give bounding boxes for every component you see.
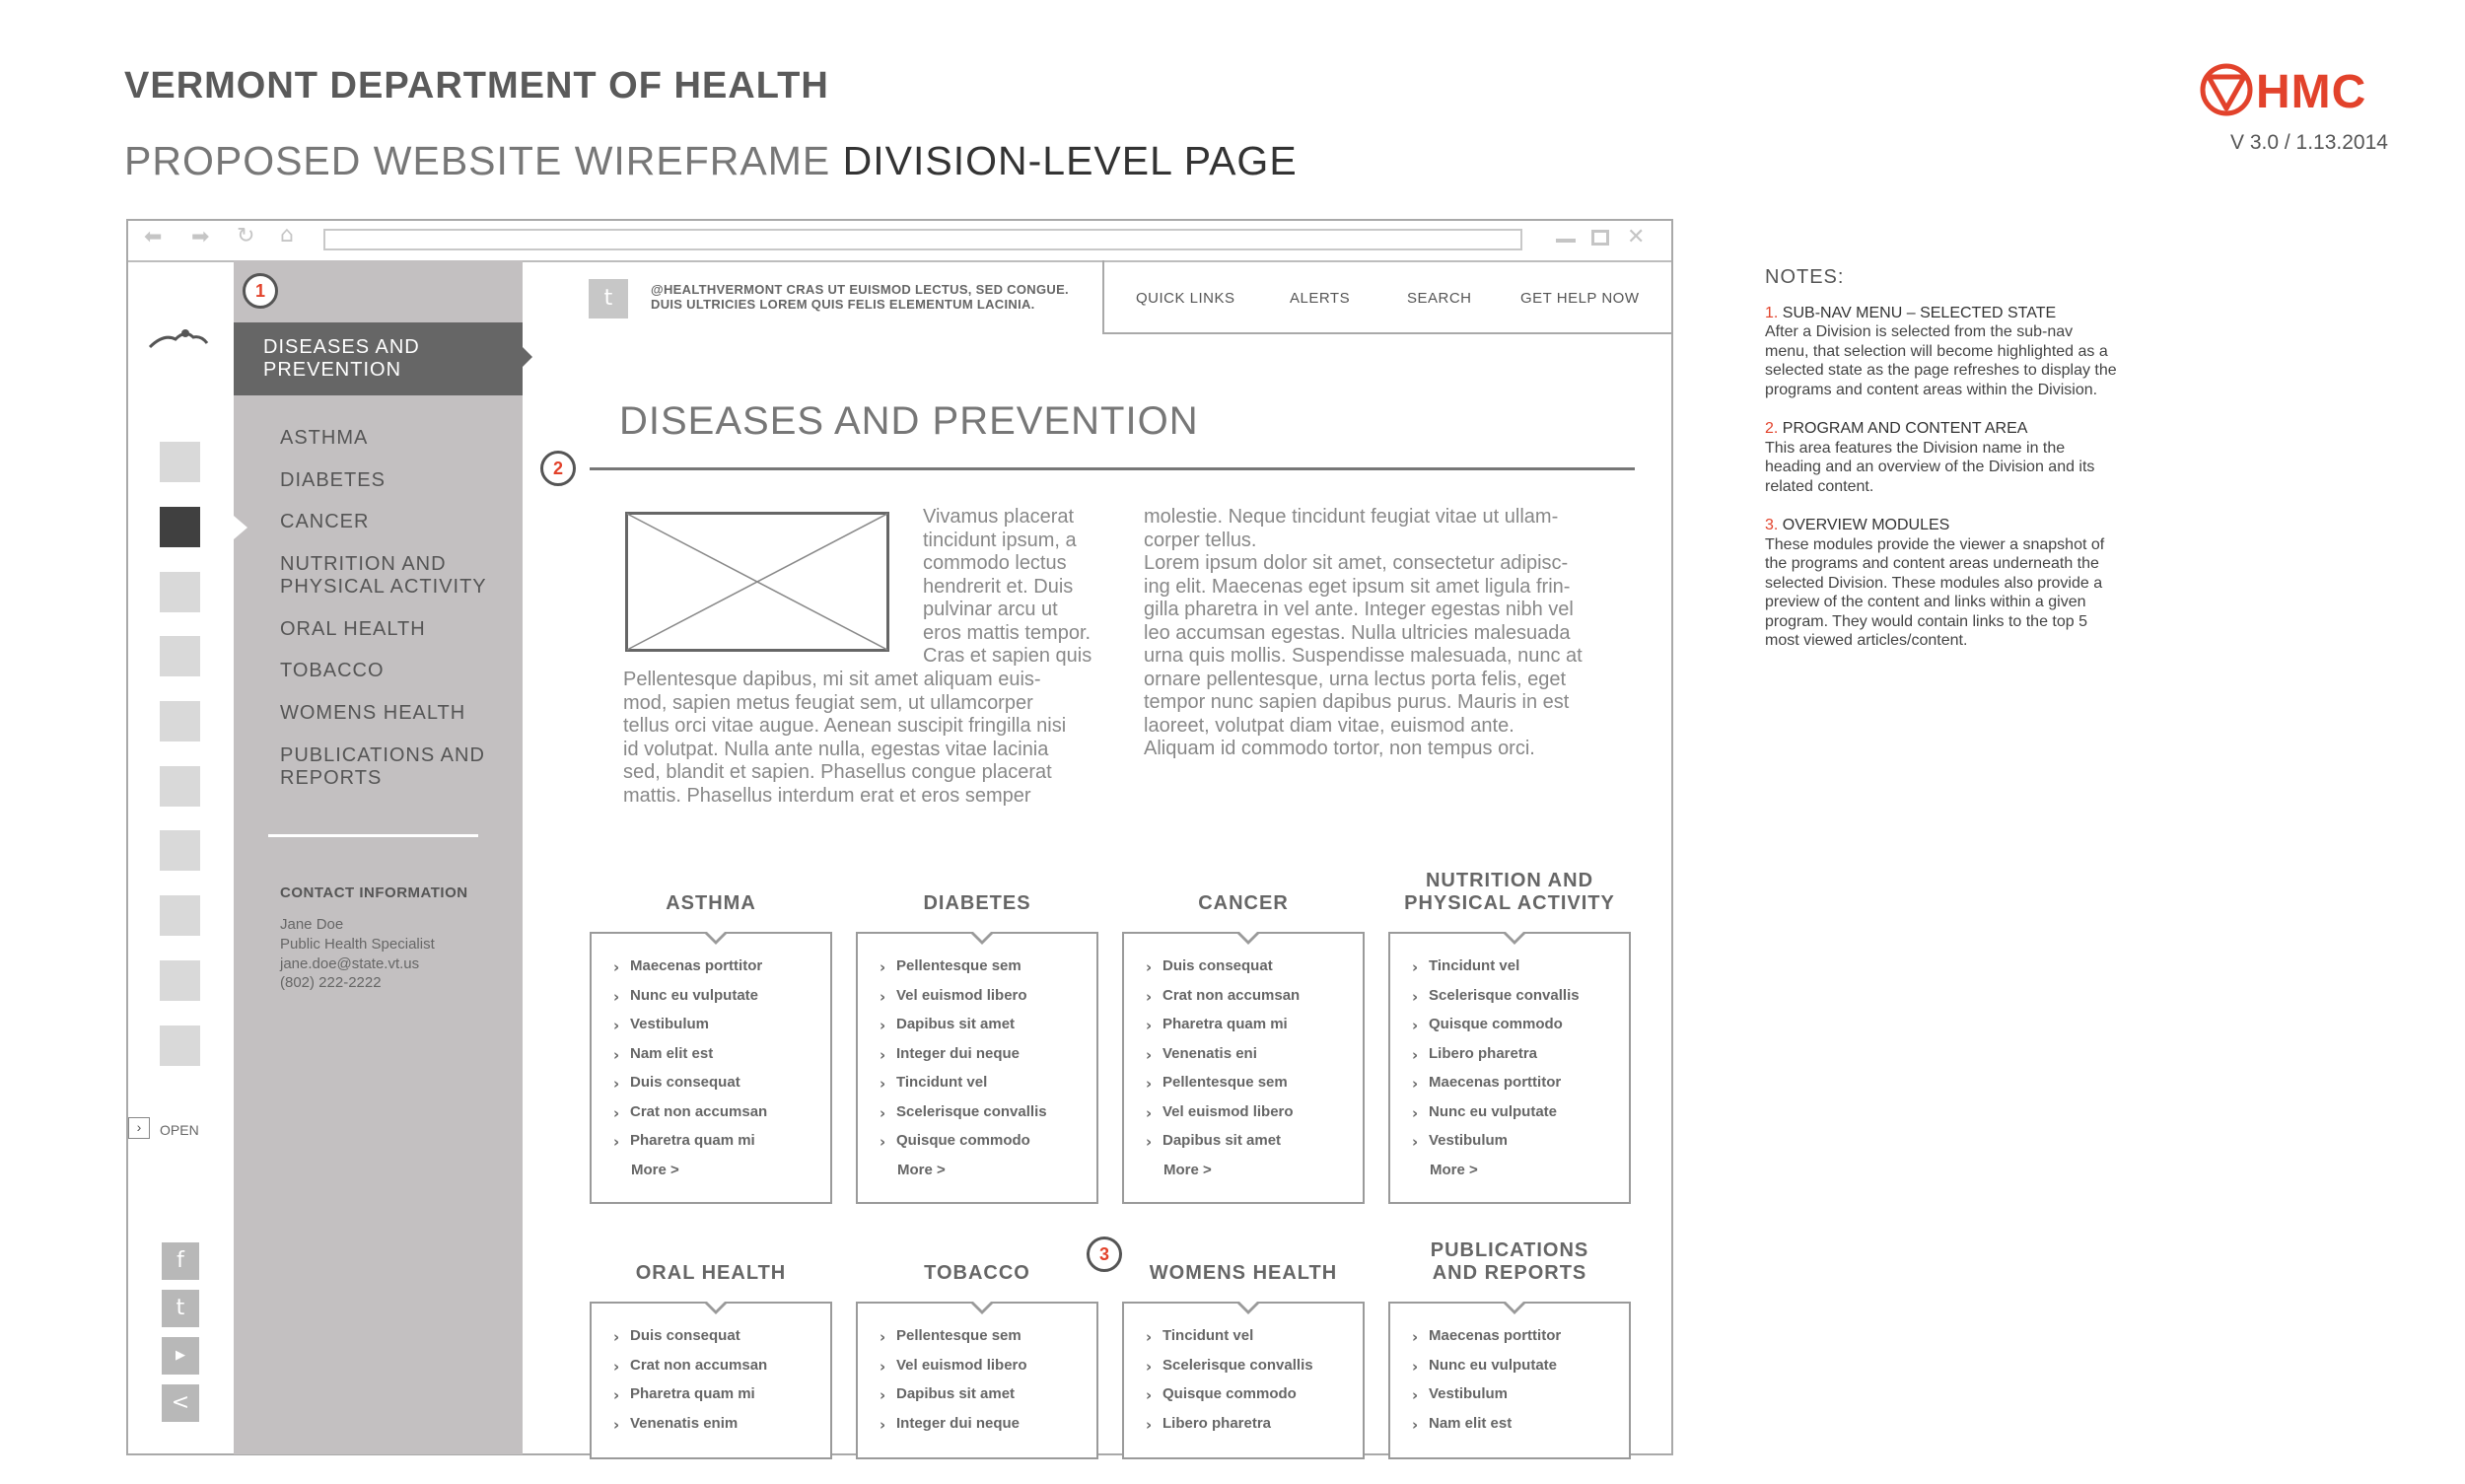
module-link-label: Vel euismod libero <box>1162 1102 1294 1120</box>
contact-role: Public Health Specialist <box>280 936 435 953</box>
module-notch-icon <box>1235 1302 1261 1314</box>
module-link[interactable] <box>1412 1357 1557 1374</box>
module-link[interactable] <box>613 987 758 1004</box>
module-link-label: Pharetra quam mi <box>630 1385 755 1402</box>
image-placeholder-icon <box>625 512 889 652</box>
note-body: These modules provide the viewer a snapshot of the programs and content areas underneath the selected Division. These modules also provide a preview of the content and links within a given program. They would contain links to the top 5 most viewed articles/content. <box>1765 535 2105 649</box>
module-link[interactable] <box>1146 1415 1271 1432</box>
module-1 <box>590 932 832 1204</box>
module-link[interactable] <box>880 1327 1021 1344</box>
annotation-marker-1: 1 <box>243 273 278 309</box>
module-link-label: Dapibus sit amet <box>1162 1132 1282 1149</box>
module-link[interactable] <box>1146 1045 1257 1062</box>
chevron-right-icon: › <box>1412 1415 1419 1434</box>
module-link-label: Venenatis eni <box>1162 1044 1257 1062</box>
module-link[interactable] <box>1146 1103 1294 1120</box>
chevron-right-icon: › <box>880 987 886 1006</box>
module-link[interactable] <box>1412 1074 1561 1091</box>
module-8 <box>1388 1302 1631 1459</box>
chevron-right-icon: › <box>1146 958 1153 976</box>
module-link-label: Pharetra quam mi <box>1162 1016 1288 1032</box>
note-number: 1. <box>1765 304 1779 321</box>
module-link-label: Vestibulum <box>1429 1385 1509 1402</box>
module-link[interactable] <box>1146 1327 1253 1344</box>
text-line: eros mattis tempor. <box>923 621 1092 644</box>
module-link[interactable] <box>1146 1016 1288 1032</box>
subnav-item-publications[interactable]: PUBLICATIONS AND REPORTS <box>280 744 485 789</box>
chevron-right-icon: › <box>1146 1103 1153 1122</box>
module-link-label: Tincidunt vel <box>1429 957 1520 974</box>
subnav-item-nutrition[interactable]: NUTRITION AND PHYSICAL ACTIVITY <box>280 553 487 598</box>
intro-wrap-text <box>923 506 1092 669</box>
module-link[interactable] <box>1412 957 1519 974</box>
rail-item[interactable] <box>160 895 200 936</box>
subnav-selected-item[interactable]: DISEASES AND PREVENTION <box>234 322 523 395</box>
text-line: laoreet, volutpat diam vitae, euismod ante. <box>1144 714 1514 737</box>
chevron-right-icon: › <box>613 1357 620 1376</box>
version-label: V 3.0 / 1.13.2014 <box>2230 131 2388 154</box>
module-link-label: Maecenas porttitor <box>1429 1074 1562 1091</box>
module-link-label: Nunc eu vulputate <box>630 986 759 1004</box>
module-title[interactable] <box>856 1262 1098 1285</box>
rail-item-active[interactable] <box>160 507 200 547</box>
chevron-right-icon: › <box>1146 1415 1153 1434</box>
subnav-item-diabetes[interactable]: DIABETES <box>280 469 386 491</box>
module-link[interactable] <box>1412 1103 1557 1120</box>
chevron-right-icon: › <box>613 1045 620 1064</box>
module-link-label: Vestibulum <box>1429 1132 1509 1149</box>
notes-title: NOTES: <box>1765 266 1845 288</box>
alerts-link[interactable]: ALERTS <box>1290 290 1351 307</box>
notes-panel <box>1765 268 2120 671</box>
module-link[interactable] <box>613 1016 709 1032</box>
text-line: mod, sapien metus feugiat sem, ut ullamcorper <box>623 691 1033 714</box>
rail-item[interactable] <box>160 636 200 676</box>
module-link[interactable] <box>880 1103 1047 1120</box>
chevron-right-icon: › <box>880 1357 886 1376</box>
module-link[interactable] <box>880 1385 1015 1402</box>
note-heading: OVERVIEW MODULES <box>1782 517 1950 533</box>
module-link[interactable] <box>880 957 1021 974</box>
module-link[interactable] <box>1412 1327 1561 1344</box>
note-number: 3. <box>1765 517 1779 533</box>
contact-phone[interactable]: (802) 222-2222 <box>280 974 382 991</box>
document-title: VERMONT DEPARTMENT OF HEALTH <box>124 65 829 106</box>
module-title-line: CANCER <box>1198 892 1289 914</box>
module-title-line: WOMENS HEALTH <box>1149 1262 1338 1284</box>
chevron-right-icon: › <box>880 1045 886 1064</box>
address-bar[interactable] <box>323 229 1522 250</box>
rail-item[interactable] <box>160 442 200 482</box>
more-link[interactable]: More > <box>631 1161 679 1178</box>
module-link[interactable] <box>1146 1385 1297 1402</box>
chevron-right-icon: › <box>1146 1045 1153 1064</box>
module-link-label: Quisque commodo <box>1162 1385 1297 1402</box>
module-link[interactable] <box>880 1016 1015 1032</box>
more-link[interactable]: More > <box>1163 1161 1212 1178</box>
module-4 <box>1388 932 1631 1204</box>
title-divider <box>590 467 1635 470</box>
module-notch-icon <box>969 932 995 945</box>
module-link-label: Duis consequat <box>1162 957 1273 974</box>
note-1 <box>1765 304 2120 400</box>
text-line: Vivamus placerat <box>923 506 1075 528</box>
rail-item[interactable] <box>160 572 200 612</box>
module-link-label: Quisque commodo <box>1429 1016 1563 1032</box>
module-link[interactable] <box>1146 1357 1313 1374</box>
chevron-right-icon: › <box>1412 1133 1419 1151</box>
module-link[interactable] <box>880 1415 1020 1432</box>
youtube-icon[interactable]: ▶ <box>162 1337 199 1375</box>
module-link-label: Vel euismod libero <box>896 1356 1027 1374</box>
module-link-label: Tincidunt vel <box>1162 1327 1254 1344</box>
intro-text <box>623 669 1066 808</box>
chevron-right-icon: › <box>880 958 886 976</box>
chevron-right-icon: › <box>613 987 620 1006</box>
module-title-line: ORAL HEALTH <box>635 1262 787 1284</box>
rail-item[interactable] <box>160 701 200 742</box>
tweet-text: @HEALTHVERMONT CRAS UT EUISMOD LECTUS, SED CONGUE. DUIS ULTRICIES LOREM QUIS FELIS ELEMENTUM LACINIA. <box>651 282 1069 312</box>
module-link[interactable] <box>613 1074 740 1091</box>
module-title-line: AND REPORTS <box>1432 1262 1587 1284</box>
module-notch-icon <box>1502 1302 1527 1314</box>
module-link[interactable] <box>613 1045 713 1062</box>
facebook-icon[interactable]: f <box>162 1242 199 1280</box>
annotation-marker-2: 2 <box>540 451 576 486</box>
chevron-right-icon: › <box>613 1017 620 1034</box>
chevron-right-icon: › <box>880 1386 886 1404</box>
module-notch-icon <box>1502 932 1527 945</box>
subtitle-dark: DIVISION-LEVEL PAGE <box>842 138 1298 183</box>
module-title[interactable] <box>856 892 1098 915</box>
chevron-right-icon: › <box>1146 1328 1153 1346</box>
module-link-label: Integer dui neque <box>896 1414 1021 1432</box>
more-link[interactable]: More > <box>897 1161 946 1178</box>
module-link[interactable] <box>1412 1415 1512 1432</box>
text-line: tempor nunc sapien dapibus purus. Mauris in est <box>1144 691 1570 713</box>
module-link-label: Nam elit est <box>1429 1414 1513 1432</box>
chevron-right-icon: › <box>613 1386 620 1404</box>
module-link[interactable] <box>1412 987 1580 1004</box>
module-link[interactable] <box>1146 1132 1281 1149</box>
module-link[interactable] <box>1146 957 1273 974</box>
contact-heading: CONTACT INFORMATION <box>280 884 468 901</box>
module-link-label: Maecenas porttitor <box>630 957 763 974</box>
vermont-logo-icon[interactable] <box>146 325 211 353</box>
note-2 <box>1765 419 2120 496</box>
text-line: sed, blandit et sapien. Phasellus congue placerat <box>623 761 1052 783</box>
chevron-right-icon: › <box>613 1328 620 1346</box>
note-heading: PROGRAM AND CONTENT AREA <box>1782 420 2028 437</box>
module-title-line: DIABETES <box>923 892 1031 914</box>
chevron-right-icon: › <box>1146 1133 1153 1151</box>
module-title-line: NUTRITION AND <box>1425 870 1594 891</box>
rail-item[interactable] <box>160 960 200 1001</box>
quick-links-link[interactable]: QUICK LINKS <box>1136 290 1235 307</box>
module-3 <box>1122 932 1365 1204</box>
document-subtitle <box>124 138 1298 184</box>
chevron-right-icon: › <box>880 1075 886 1093</box>
text-line: Cras et sapien quis <box>923 645 1092 667</box>
text-line: gilla pharetra in vel ante. Integer egestas nibh vel <box>1144 599 1574 620</box>
module-notch-icon <box>703 1302 729 1314</box>
twitter-icon[interactable]: t <box>162 1290 199 1327</box>
subnav-item-cancer[interactable]: CANCER <box>280 511 370 532</box>
annotation-marker-3: 3 <box>1087 1237 1122 1272</box>
module-link-label: Crat non accumsan <box>1162 986 1301 1004</box>
chevron-right-icon: › <box>613 1075 620 1093</box>
subnav-item-womens-health[interactable]: WOMENS HEALTH <box>280 702 466 724</box>
module-title[interactable] <box>590 892 832 915</box>
subnav-item-oral-health[interactable]: ORAL HEALTH <box>280 618 426 640</box>
module-link-label: Nam elit est <box>630 1044 714 1062</box>
chevron-right-icon: › <box>1412 1357 1419 1376</box>
contact-email[interactable]: jane.doe@state.vt.us <box>280 955 420 972</box>
module-link[interactable] <box>1412 1132 1508 1149</box>
active-caret-icon <box>234 516 247 539</box>
open-label[interactable]: OPEN <box>160 1122 199 1138</box>
module-link-label: Venenatis enim <box>630 1414 739 1432</box>
module-link-label: Pellentesque sem <box>896 957 1021 974</box>
chevron-right-icon: › <box>880 1133 886 1151</box>
chevron-right-icon: › <box>1412 1075 1419 1093</box>
refresh-icon[interactable]: ↻ <box>237 224 255 248</box>
chevron-right-icon: › <box>1146 1357 1153 1376</box>
share-icon[interactable]: < <box>162 1384 199 1422</box>
open-chevron-icon[interactable]: › <box>128 1117 150 1139</box>
module-7 <box>1122 1302 1365 1459</box>
text-line: commodo lectus <box>923 552 1067 574</box>
module-link[interactable] <box>1412 1045 1537 1062</box>
text-line: leo accumsan egestas. Nulla ultricies malesuada <box>1144 621 1571 644</box>
module-link[interactable] <box>880 1074 987 1091</box>
module-link[interactable] <box>880 1357 1027 1374</box>
text-line: tellus orci vitae augue. Aenean suscipit fringilla nisi <box>623 715 1067 737</box>
module-link-label: Scelerisque convallis <box>1162 1356 1313 1374</box>
search-link[interactable]: SEARCH <box>1407 290 1472 307</box>
module-link[interactable] <box>1412 1016 1563 1032</box>
chevron-right-icon: › <box>1412 1328 1419 1346</box>
chevron-right-icon: › <box>1412 1017 1419 1034</box>
more-link[interactable]: More > <box>1430 1161 1478 1178</box>
maximize-icon[interactable] <box>1591 230 1609 246</box>
module-link-label: Vel euismod libero <box>896 986 1027 1004</box>
module-title[interactable] <box>1122 892 1365 915</box>
module-link-label: Scelerisque convallis <box>896 1102 1047 1120</box>
chevron-right-icon: › <box>1412 958 1419 976</box>
chevron-right-icon: › <box>880 1017 886 1034</box>
brand-name: HMC <box>2256 66 2367 118</box>
forward-arrow-icon[interactable]: ➡ <box>191 225 210 249</box>
module-link[interactable] <box>880 1132 1030 1149</box>
twitter-icon[interactable]: t <box>589 279 628 318</box>
module-link[interactable] <box>613 1103 767 1120</box>
chevron-right-icon: › <box>1412 1103 1419 1122</box>
minimize-icon[interactable] <box>1556 239 1576 243</box>
subtitle-light: PROPOSED WEBSITE WIREFRAME <box>124 138 831 183</box>
module-link-label: Pellentesque sem <box>896 1327 1021 1344</box>
module-title[interactable] <box>1122 1262 1365 1285</box>
module-link[interactable] <box>613 1357 767 1374</box>
contact-name: Jane Doe <box>280 916 344 933</box>
text-line: Pellentesque dapibus, mi sit amet aliquam euis- <box>623 669 1041 690</box>
module-link-label: Libero pharetra <box>1429 1044 1538 1062</box>
note-body: After a Division is selected from the sub-nav menu, that selection will become highlighted as a selected state as the page refreshes to display the programs and content areas within the Division. <box>1765 323 2117 398</box>
text-line: molestie. Neque tincidunt feugiat vitae ut ullam- <box>1144 506 1559 528</box>
module-2 <box>856 932 1098 1204</box>
module-title[interactable] <box>1388 870 1631 915</box>
chevron-right-icon: › <box>1146 1386 1153 1404</box>
module-link-label: Dapibus sit amet <box>896 1385 1016 1402</box>
module-6 <box>856 1302 1098 1459</box>
module-5 <box>590 1302 832 1459</box>
rail-item[interactable] <box>160 1025 200 1066</box>
module-link-label: Vestibulum <box>630 1016 710 1032</box>
note-heading: SUB-NAV MENU – SELECTED STATE <box>1782 304 2057 321</box>
chevron-right-icon: › <box>1412 987 1419 1006</box>
module-link-label: Pellentesque sem <box>1162 1074 1288 1091</box>
subnav-divider <box>268 834 478 837</box>
chevron-right-icon: › <box>1146 1017 1153 1034</box>
module-link-label: Scelerisque convallis <box>1429 986 1580 1004</box>
chevron-right-icon: › <box>1412 1386 1419 1404</box>
module-link[interactable] <box>880 987 1027 1004</box>
module-link-label: Duis consequat <box>630 1074 740 1091</box>
page-title: DISEASES AND PREVENTION <box>619 399 1199 443</box>
subnav-item-tobacco[interactable]: TOBACCO <box>280 660 385 681</box>
module-link[interactable] <box>1412 1385 1508 1402</box>
get-help-now-link[interactable]: GET HELP NOW <box>1520 290 1640 307</box>
text-line: hendrerit et. Duis <box>923 575 1074 598</box>
chevron-right-icon: › <box>613 1415 620 1434</box>
back-arrow-icon[interactable]: ⬅ <box>144 225 163 249</box>
note-number: 2. <box>1765 420 1779 437</box>
module-link-label: Pharetra quam mi <box>630 1132 755 1149</box>
module-title-line: TOBACCO <box>924 1262 1030 1284</box>
module-link-label: Nunc eu vulputate <box>1429 1102 1558 1120</box>
chevron-right-icon: › <box>880 1415 886 1434</box>
chevron-right-icon: › <box>613 958 620 976</box>
chevron-right-icon: › <box>880 1103 886 1122</box>
module-notch-icon <box>969 1302 995 1314</box>
module-link[interactable] <box>880 1045 1020 1062</box>
module-link-label: Nunc eu vulputate <box>1429 1356 1558 1374</box>
module-link[interactable] <box>613 1385 755 1402</box>
text-line: pulvinar arcu ut <box>923 599 1058 620</box>
module-notch-icon <box>703 932 729 945</box>
note-3 <box>1765 516 2120 651</box>
module-title-line: PHYSICAL ACTIVITY <box>1404 892 1615 914</box>
rail-item[interactable] <box>160 766 200 807</box>
hmc-logo-icon <box>2199 61 2254 118</box>
module-link[interactable] <box>613 957 762 974</box>
text-line: ornare pellentesque, urna lectus porta felis, eget <box>1144 668 1567 690</box>
text-line: urna quis mollis. Suspendisse malesuada, nunc at <box>1144 645 1583 667</box>
chevron-right-icon: › <box>880 1328 886 1346</box>
module-link-label: Integer dui neque <box>896 1044 1021 1062</box>
selected-arrow-icon <box>521 345 532 369</box>
close-icon[interactable]: ✕ <box>1627 225 1646 249</box>
module-title-line: ASTHMA <box>666 892 756 914</box>
chevron-right-icon: › <box>613 1103 620 1122</box>
module-link-label: Crat non accumsan <box>630 1356 768 1374</box>
module-link-label: Tincidunt vel <box>896 1074 988 1091</box>
intro-text-col2 <box>1144 506 1583 761</box>
module-link[interactable] <box>613 1415 738 1432</box>
module-link-label: Maecenas porttitor <box>1429 1327 1562 1344</box>
module-link[interactable] <box>1146 987 1300 1004</box>
module-notch-icon <box>1235 932 1261 945</box>
module-link[interactable] <box>613 1132 755 1149</box>
text-line: ing elit. Maecenas eget ipsum sit amet ligula frin- <box>1144 575 1571 598</box>
text-line: tincidunt ipsum, a <box>923 529 1077 551</box>
text-line: mattis. Phasellus interdum erat et eros semper <box>623 784 1031 807</box>
text-line: Aliquam id commodo tortor, non tempus orci. <box>1144 738 1535 759</box>
module-link-label: Crat non accumsan <box>630 1102 768 1120</box>
module-link[interactable] <box>1146 1074 1288 1091</box>
text-line: id volutpat. Nulla ante nulla, egestas vitae lacinia <box>623 738 1049 760</box>
module-link[interactable] <box>613 1327 740 1344</box>
note-body: This area features the Division name in the heading and an overview of the Division and its related content. <box>1765 439 2095 495</box>
module-link-label: Quisque commodo <box>896 1132 1030 1149</box>
module-link-label: Duis consequat <box>630 1327 740 1344</box>
chevron-right-icon: › <box>613 1133 620 1151</box>
module-link-label: Dapibus sit amet <box>896 1016 1016 1032</box>
chevron-right-icon: › <box>1146 987 1153 1006</box>
module-title[interactable] <box>1388 1239 1631 1285</box>
text-line: Lorem ipsum dolor sit amet, consectetur adipisc- <box>1144 552 1569 574</box>
module-title-line: PUBLICATIONS <box>1430 1239 1589 1261</box>
rail-item[interactable] <box>160 830 200 871</box>
text-line: corper tellus. <box>1144 529 1257 551</box>
home-icon[interactable]: ⌂ <box>280 223 294 247</box>
chevron-right-icon: › <box>1412 1045 1419 1064</box>
subnav-item-asthma[interactable]: ASTHMA <box>280 427 369 449</box>
chevron-right-icon: › <box>1146 1075 1153 1093</box>
module-link-label: Libero pharetra <box>1162 1414 1272 1432</box>
module-title[interactable] <box>590 1262 832 1285</box>
